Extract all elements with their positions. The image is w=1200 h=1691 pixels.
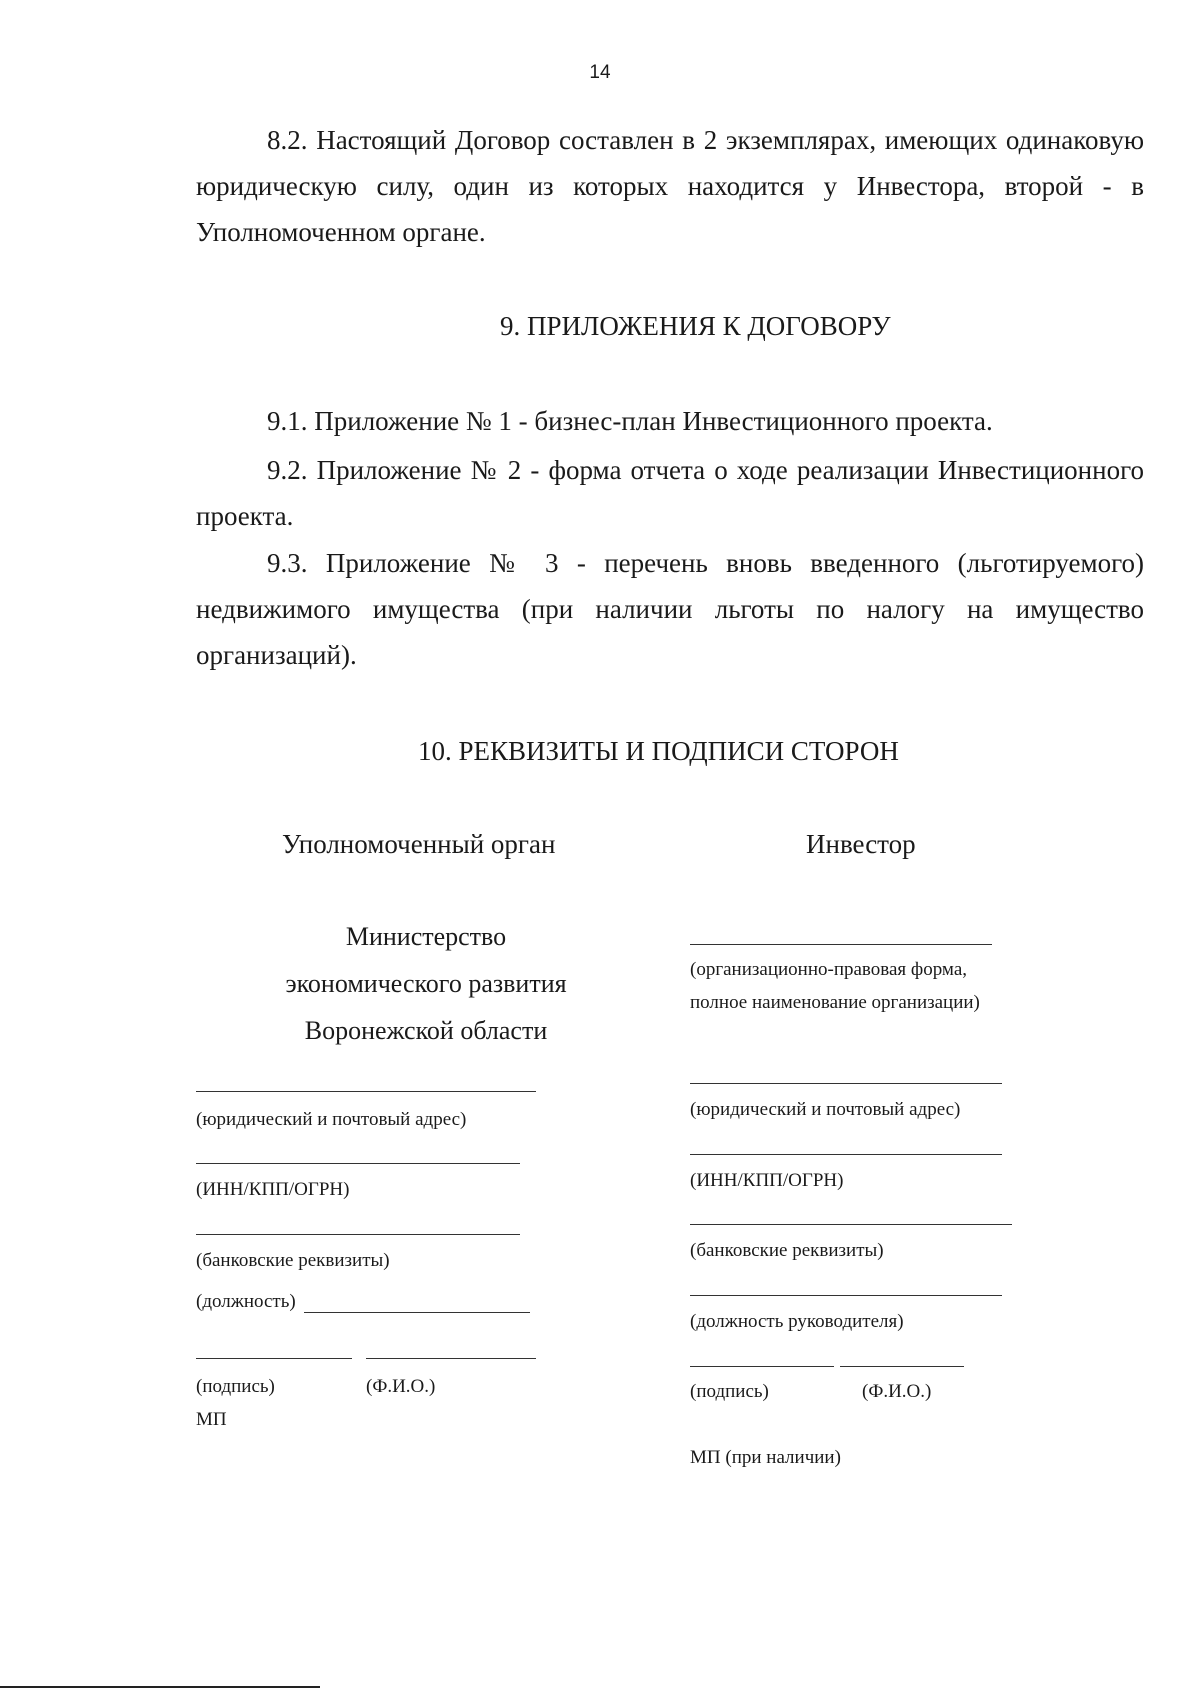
left-fio-line [366, 1358, 536, 1359]
right-ids-line [690, 1154, 1002, 1155]
right-position-line [690, 1295, 1002, 1296]
paragraph-9-3: 9.3. Приложение № 3 - перечень вновь введенного (льготируемого) недвижимого имущества (при наличии льготы по налогу на имущество организаций). [196, 548, 1144, 670]
left-org-name-line-1: Министерство [345, 922, 507, 951]
right-fio-line [840, 1366, 964, 1367]
right-address-line [690, 1083, 1002, 1084]
left-address-line [196, 1091, 536, 1092]
paragraph-8-2: 8.2. Настоящий Договор составлен в 2 экземплярах, имеющих одинаковую юридическую силу, один из которых находится у Инвестора, второй - в Уполномоченном органе. [196, 125, 1144, 247]
right-party-title: Инвестор [806, 829, 916, 859]
right-signature-label: (подпись) [690, 1381, 769, 1402]
section-9-heading: 9. ПРИЛОЖЕНИЯ К ДОГОВОРУ [500, 311, 891, 341]
right-bank-line [690, 1224, 1012, 1225]
left-org-name-line-2: экономического развития [285, 969, 567, 998]
left-stamp-label: МП [196, 1409, 227, 1430]
bottom-edge-line [0, 1686, 320, 1688]
right-ids-label: (ИНН/КПП/ОГРН) [690, 1170, 844, 1191]
left-bank-line [196, 1234, 520, 1235]
right-org-form-label-line-1: (организационно-правовая форма, [690, 959, 968, 980]
left-org-name-line-3: Воронежской области [304, 1016, 548, 1045]
right-stamp-label: МП (при наличии) [690, 1447, 841, 1468]
section-10-heading: 10. РЕКВИЗИТЫ И ПОДПИСИ СТОРОН [418, 736, 899, 766]
left-position-line [304, 1312, 530, 1313]
left-bank-label: (банковские реквизиты) [196, 1250, 390, 1271]
left-address-label: (юридический и почтовый адрес) [196, 1109, 467, 1130]
page-number: 14 [589, 62, 611, 83]
right-org-form-line [690, 944, 992, 945]
right-signature-line [690, 1366, 834, 1367]
right-fio-label: (Ф.И.О.) [862, 1381, 932, 1402]
right-bank-label: (банковские реквизиты) [690, 1240, 884, 1261]
left-position-label: (должность) [196, 1291, 296, 1312]
left-fio-label: (Ф.И.О.) [366, 1376, 436, 1397]
left-signature-label: (подпись) [196, 1376, 275, 1397]
left-party-title: Уполномоченный орган [282, 829, 556, 859]
left-signature-line [196, 1358, 352, 1359]
right-address-label: (юридический и почтовый адрес) [690, 1099, 961, 1120]
paragraph-9-1: 9.1. Приложение № 1 - бизнес-план Инвестиционного проекта. [267, 406, 993, 436]
paragraph-9-2: 9.2. Приложение № 2 - форма отчета о ходе реализации Инвестиционного проекта. [196, 455, 1144, 531]
left-ids-label: (ИНН/КПП/ОГРН) [196, 1179, 350, 1200]
right-org-form-label-line-2: полное наименование организации) [690, 992, 980, 1013]
right-position-label: (должность руководителя) [690, 1311, 904, 1332]
left-ids-line [196, 1163, 520, 1164]
